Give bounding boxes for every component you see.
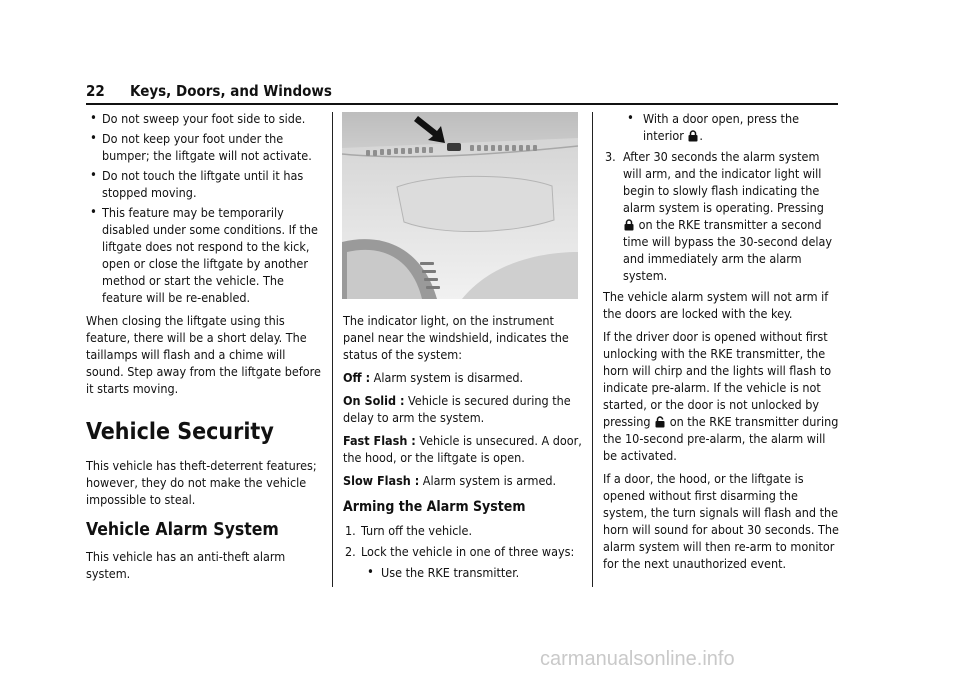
- step-3: [603, 148, 839, 284]
- sub-bullet-item: [603, 110, 839, 144]
- bullet-item: • Do not sweep your foot side to side.: [86, 110, 324, 127]
- bullet-item: • Do not keep your foot under the bumper; the liftgate will not activate.: [86, 130, 324, 164]
- security-paragraph: This vehicle has theft-deterrent features; however, they do not make the vehicle impossible to steal.: [86, 458, 317, 507]
- lock-icon: [688, 130, 698, 142]
- lock-icon: [624, 219, 634, 231]
- sub-text-end: .: [699, 128, 703, 143]
- closing-paragraph: When closing the liftgate using this feature, there will be a short delay. The taillamps will flash and a chime will sound. Step away from the liftgate before it starts moving.: [86, 313, 321, 396]
- step-text-cont: on the RKE transmitter a second time will bypass the 30-second delay and immediately arm the alarm system.: [623, 217, 833, 283]
- step-number: 3.: [605, 149, 616, 164]
- alarm-paragraph: This vehicle has an anti-theft alarm system.: [86, 549, 286, 581]
- instrument-panel-illustration: [342, 112, 578, 299]
- page-number: 22: [86, 82, 105, 100]
- state-fast-flash: [343, 432, 583, 466]
- step-number: 2.: [345, 544, 356, 559]
- state-desc: Alarm system is armed.: [422, 473, 557, 488]
- column-1: [86, 110, 324, 588]
- header-rule: [86, 103, 838, 105]
- watermark: carmanualsonline.info: [540, 648, 735, 670]
- step-2: [343, 543, 583, 560]
- indicator-paragraph: The indicator light, on the instrument panel near the windshield, indicates the status of the system:: [343, 313, 569, 362]
- step-text: Turn off the vehicle.: [361, 523, 473, 538]
- heading-vehicle-security: Vehicle Security: [86, 419, 274, 445]
- state-desc: Vehicle is unsecured. A door, the hood, or the liftgate is open.: [343, 433, 582, 465]
- step-text: Lock the vehicle in one of three ways:: [361, 544, 575, 559]
- state-term: Slow Flash :: [343, 473, 420, 488]
- hood-paragraph: If a door, the hood, or the liftgate is opened without first disarming the system, the turn signals will flash and the horn will sound for about 30 seconds. The alarm system will then re-arm to monitor for the next unauthorized event.: [603, 471, 839, 571]
- state-slow-flash: [343, 472, 583, 489]
- state-term: Fast Flash :: [343, 433, 416, 448]
- unlock-icon: [655, 416, 665, 428]
- state-term: On Solid :: [343, 393, 405, 408]
- state-term: Off :: [343, 370, 371, 385]
- heading-vehicle-alarm-system: Vehicle Alarm System: [86, 520, 279, 540]
- key-paragraph: The vehicle alarm system will not arm if the doors are locked with the key.: [603, 289, 829, 321]
- bullet-item: • Do not touch the liftgate until it has stopped moving.: [86, 167, 324, 201]
- column-3: [603, 110, 839, 578]
- state-off: [343, 369, 583, 386]
- page-header: [86, 82, 838, 104]
- section-title: Keys, Doors, and Windows: [130, 82, 332, 100]
- driver-text: If the driver door is opened without first unlocking with the RKE transmitter, the horn will chirp and the lights will flash to indicate pre-alarm. If the vehicle is not started, or the door is not unlocked by pressing: [603, 329, 832, 429]
- driver-door-paragraph: [603, 328, 839, 464]
- column-divider-2: [592, 112, 593, 587]
- state-desc: Alarm system is disarmed.: [373, 370, 524, 385]
- state-desc: Vehicle is secured during the delay to arm the system.: [343, 393, 571, 425]
- sub-text: With a door open, press the interior: [643, 111, 799, 143]
- heading-arming-alarm: Arming the Alarm System: [343, 499, 526, 515]
- sub-bullet-item: • Use the RKE transmitter.: [343, 564, 583, 581]
- step-number: 1.: [345, 523, 356, 538]
- bullet-item: • This feature may be temporarily disabled under some conditions. If the liftgate does not respond to the kick, open or close the liftgate by another method or start the vehicle. The feature will be re-enabled.: [86, 204, 324, 306]
- step-text: After 30 seconds the alarm system will arm, and the indicator light will begin to slowly flash indicating the alarm system is operating. Pressing: [623, 149, 824, 215]
- step-1: [343, 522, 583, 539]
- driver-text-cont: on the RKE transmitter during the 10-second pre-alarm, the alarm will be activated.: [603, 414, 839, 463]
- state-on-solid: [343, 392, 583, 426]
- column-divider-1: [332, 112, 333, 587]
- column-2: [343, 312, 583, 585]
